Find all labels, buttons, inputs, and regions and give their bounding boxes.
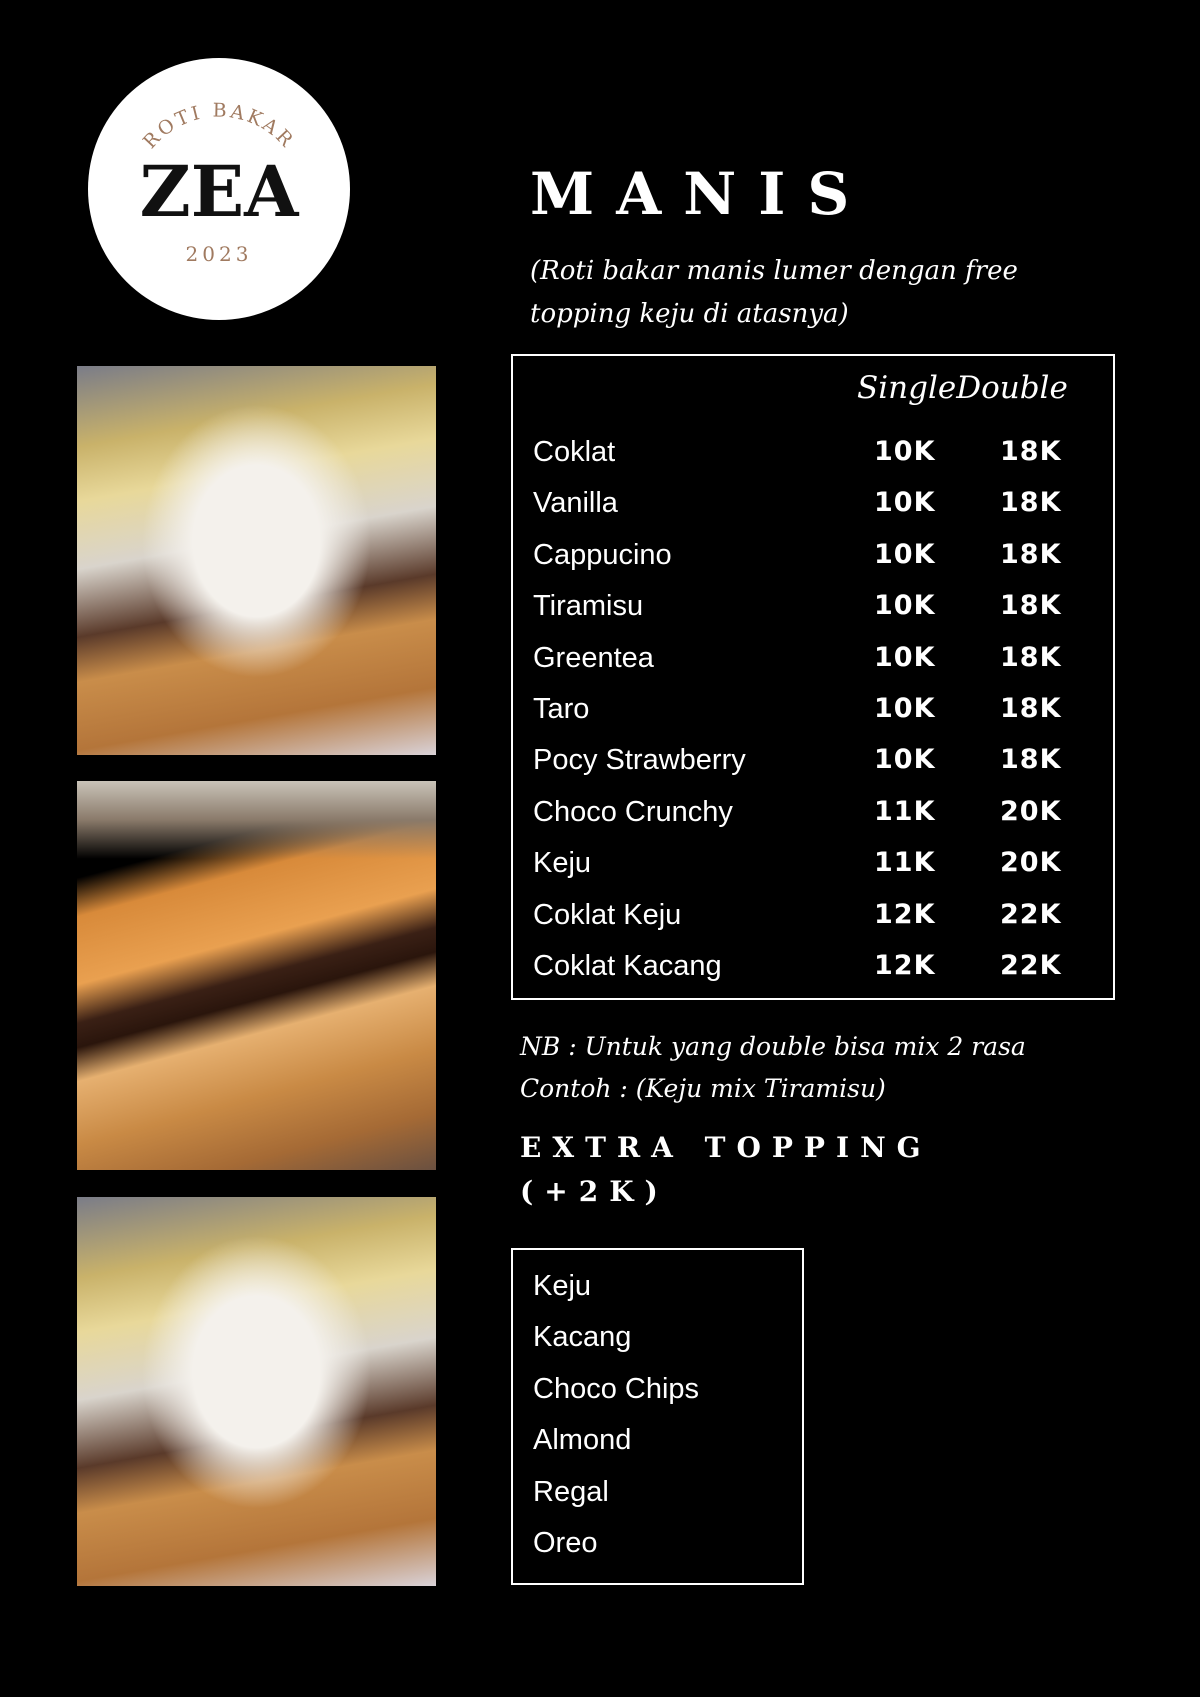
topping-item: Oreo xyxy=(533,1527,598,1559)
note-line-1: NB : Untuk yang double bisa mix 2 rasa xyxy=(520,1032,1026,1061)
topping-item: Choco Chips xyxy=(533,1372,700,1405)
table-row xyxy=(533,693,1093,733)
single-price: 10K xyxy=(874,744,936,776)
item-name: Pocy Strawberry xyxy=(533,744,746,777)
table-row xyxy=(533,899,1093,939)
topping-item: Almond xyxy=(533,1424,632,1457)
double-price: 18K xyxy=(1000,487,1062,519)
food-photo-2 xyxy=(77,781,436,1170)
logo-name: ZEA xyxy=(139,150,299,233)
topping-item: Keju xyxy=(533,1270,592,1302)
table-row xyxy=(533,950,1093,990)
logo-top-text: ROTI BAKAR xyxy=(138,99,300,154)
single-price: 12K xyxy=(874,950,936,981)
table-row xyxy=(533,744,1093,784)
topping-item: Kacang xyxy=(533,1321,632,1354)
double-price: 22K xyxy=(1000,950,1062,981)
single-price: 10K xyxy=(874,538,936,570)
item-name: Vanilla xyxy=(533,487,618,520)
logo xyxy=(88,58,350,320)
double-price: 18K xyxy=(1000,693,1062,724)
item-name: Coklat Kacang xyxy=(533,950,722,982)
single-price: 11K xyxy=(874,795,936,827)
food-photo-3 xyxy=(77,1197,436,1586)
item-name: Greentea xyxy=(533,641,654,674)
item-name: Coklat Keju xyxy=(533,898,682,931)
single-price: 10K xyxy=(874,436,936,467)
table-row xyxy=(533,847,1093,887)
double-price: 18K xyxy=(1000,744,1062,776)
item-name: Coklat xyxy=(533,436,616,468)
double-price: 18K xyxy=(1000,590,1062,622)
single-price: 10K xyxy=(874,487,936,519)
logo-year: 2023 xyxy=(185,242,253,266)
table-row xyxy=(533,796,1093,836)
single-price: 10K xyxy=(874,641,936,673)
table-row xyxy=(533,642,1093,682)
double-price: 18K xyxy=(1000,436,1062,467)
item-name: Cappucino xyxy=(533,538,672,571)
single-price: 12K xyxy=(874,898,936,930)
double-price: 20K xyxy=(1000,795,1062,827)
table-row xyxy=(533,590,1093,630)
topping-list xyxy=(511,1248,804,1585)
double-price: 18K xyxy=(1000,538,1062,570)
note-line-2: Contoh : (Keju mix Tiramisu) xyxy=(520,1074,886,1103)
extra-topping-heading xyxy=(520,1126,932,1214)
double-price: 22K xyxy=(1000,898,1062,930)
table-row xyxy=(533,539,1093,579)
single-price: 11K xyxy=(874,847,936,879)
section-title: MANIS xyxy=(530,160,872,228)
price-table xyxy=(511,354,1115,1000)
extra-heading-line-1: EXTRA TOPPING xyxy=(520,1131,932,1164)
table-row xyxy=(533,487,1093,527)
single-price: 10K xyxy=(874,693,936,724)
table-header: SingleDouble xyxy=(857,370,1068,406)
double-price: 20K xyxy=(1000,847,1062,879)
single-price: 10K xyxy=(874,590,936,622)
note xyxy=(520,1026,1026,1110)
double-price: 18K xyxy=(1000,641,1062,673)
item-name: Taro xyxy=(533,693,590,725)
topping-item: Regal xyxy=(533,1475,609,1508)
svg-text:ROTI BAKAR xyxy=(139,100,299,153)
item-name: Choco Crunchy xyxy=(533,795,733,828)
section-subtitle: (Roti bakar manis lumer dengan free topping keju di atasnya) xyxy=(530,256,1018,329)
extra-heading-line-2: (+2K) xyxy=(520,1175,669,1208)
food-photo-1 xyxy=(77,366,436,755)
item-name: Tiramisu xyxy=(533,590,644,623)
table-row xyxy=(533,436,1093,476)
item-name: Keju xyxy=(533,847,592,880)
